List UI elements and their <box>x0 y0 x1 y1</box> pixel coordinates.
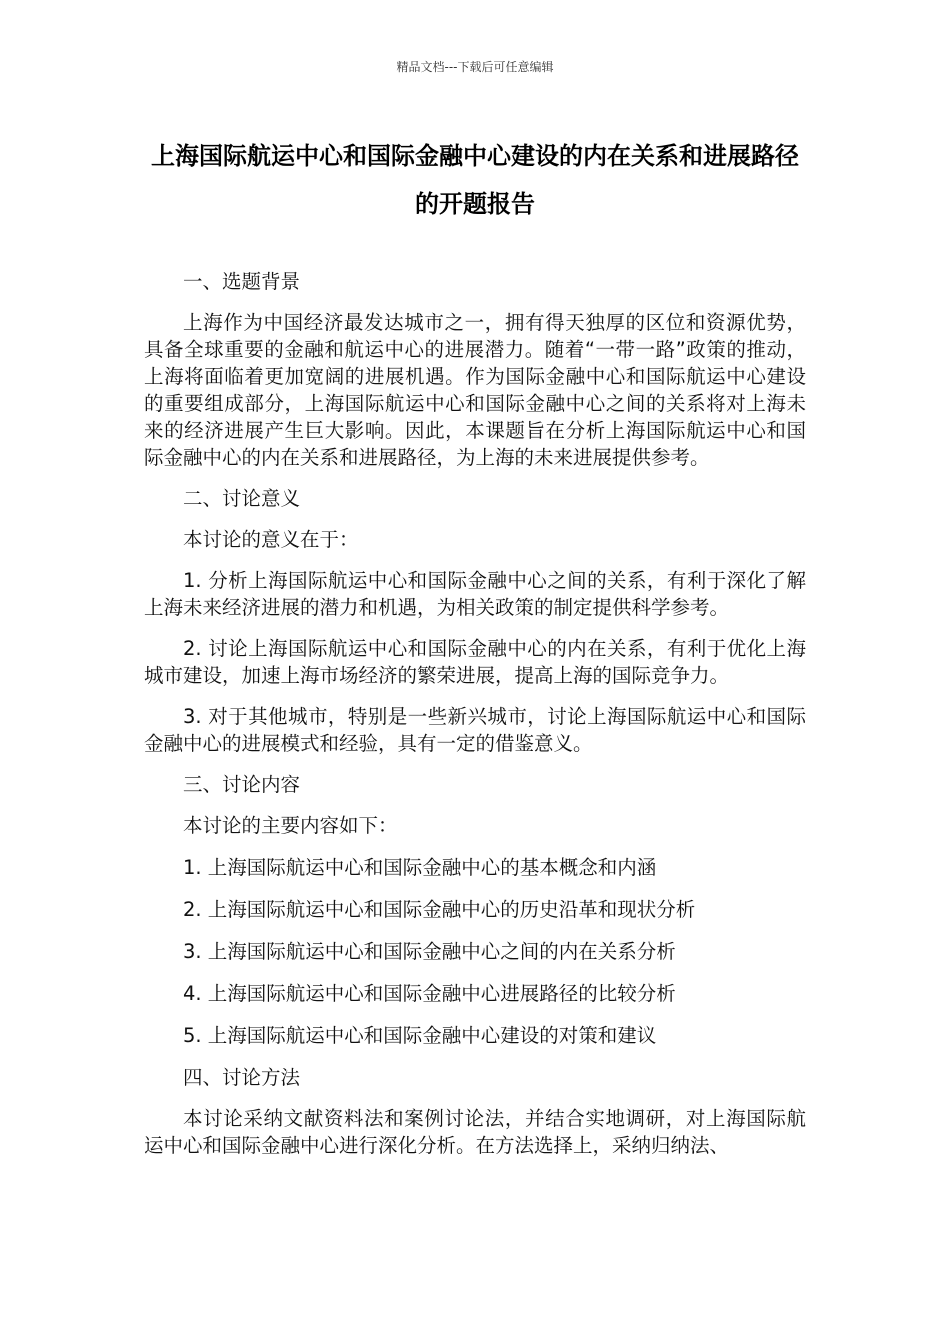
content-item: 1. 上海国际航运中心和国际金融中心的基本概念和内涵 <box>183 856 657 879</box>
background-paragraph: 上海作为中国经济最发达城市之一，拥有得天独厚的区位和资源优势，具备全球重要的金融和航运中心的进展潜力。随着“一带一路”政策的推动，上海将面临着更加宽阔的进展机遇。作为国际金融中心和国际航运中心建设的重要组成部分，上海国际航运中心和国际金融中心之间的关系将对上海未来的经济进展产生巨大影响。因此，本课题旨在分析上海国际航运中心和国际金融中心的内在关系和进展路径，为上海的未来进展提供参考。 <box>144 311 806 469</box>
section-heading-method: 四、讨论方法 <box>183 1066 301 1089</box>
content-item: 5. 上海国际航运中心和国际金融中心建设的对策和建议 <box>183 1024 657 1047</box>
method-paragraph: 本讨论采纳文献资料法和案例讨论法，并结合实地调研，对上海国际航运中心和国际金融中心进行深化分析。在方法选择上，采纳归纳法、 <box>144 1107 806 1157</box>
document-title: 上海国际航运中心和国际金融中心建设的内在关系和进展路径的开题报告 <box>151 142 799 218</box>
section-heading-content: 三、讨论内容 <box>183 773 301 796</box>
content-item: 4. 上海国际航运中心和国际金融中心进展路径的比较分析 <box>183 982 676 1005</box>
section-heading-background: 一、选题背景 <box>183 270 301 293</box>
significance-item: 1. 分析上海国际航运中心和国际金融中心之间的关系，有利于深化了解上海未来经济进展的潜力和机遇，为相关政策的制定提供科学参考。 <box>144 569 806 619</box>
content-item: 2. 上海国际航运中心和国际金融中心的历史沿革和现状分析 <box>183 898 696 921</box>
significance-intro: 本讨论的意义在于： <box>183 528 359 551</box>
content-intro: 本讨论的主要内容如下： <box>183 814 398 837</box>
document-body <box>144 268 806 1173</box>
page-header: 精品文档---下载后可任意编辑 <box>396 60 554 74</box>
section-heading-significance: 二、讨论意义 <box>183 487 301 510</box>
content-item: 3. 上海国际航运中心和国际金融中心之间的内在关系分析 <box>183 940 676 963</box>
significance-item: 2. 讨论上海国际航运中心和国际金融中心的内在关系，有利于优化上海城市建设，加速上海市场经济的繁荣进展，提高上海的国际竞争力。 <box>144 637 806 687</box>
significance-item: 3. 对于其他城市，特别是一些新兴城市，讨论上海国际航运中心和国际金融中心的进展模式和经验，具有一定的借鉴意义。 <box>144 705 806 755</box>
